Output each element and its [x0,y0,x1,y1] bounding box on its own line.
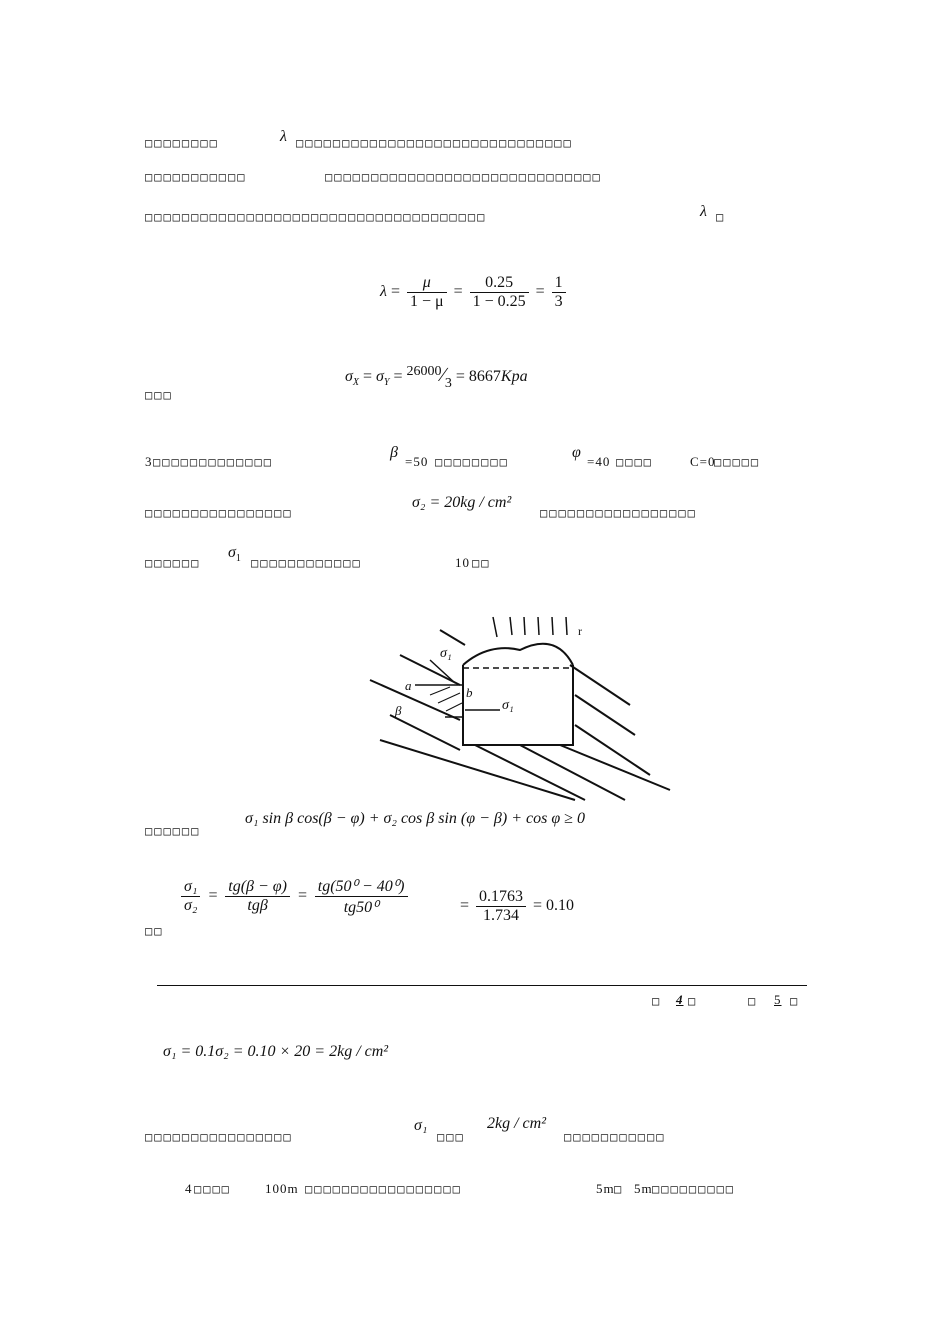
footer-rule [157,985,807,986]
fig-label-b: b [466,685,473,700]
footer-mid-mark-2: □ [748,994,758,1008]
problem-3-text-line3: □□□□□□ [145,556,201,570]
problem-4-height: 5m [634,1181,653,1196]
joint-line-9 [520,745,625,800]
lambda-symbol-2: λ [700,203,707,220]
after-text-a3: □□□□□□□□□□□ [564,1130,666,1144]
load-arrow-6 [566,617,567,635]
problem-3-text-g: □□□□□ [714,455,761,469]
problem-3-text-line2: □□□□□□□□□□□□□□□□ [145,506,293,520]
phi-symbol: φ [572,444,581,461]
joint-line-7 [575,695,635,735]
problem-3-text-e: □□□□ [616,455,653,469]
problem-4-text3: □□□□□□□□□ [652,1182,736,1196]
fig-label-load: r [578,624,582,638]
problem-3-number: 3 [145,454,153,469]
rock-slope-diagram [360,605,680,805]
beta-value: =50 [405,454,429,469]
sigma2-formula: σ₂ = 20kg / cm² [412,494,512,511]
after-value: 2kg / cm² [487,1115,546,1132]
footer-page-number: 4 [676,992,684,1007]
problem-3-text-c: □□□□□□□□ [435,455,509,469]
phi-value: =40 [587,454,611,469]
text-line-1: □□□□□□□□ [145,136,219,150]
fig-label-a: a [405,678,412,693]
rock-block [463,665,573,745]
condition-label: □□□□□□ [145,824,201,838]
points-label: □□ [472,556,491,570]
problem-4-depth: 100m [265,1181,299,1196]
after-sigma1: σ₁ [414,1117,428,1134]
footer-total-pages: 5 [774,992,782,1007]
points-value: 10 [455,555,470,570]
joint-line-10 [475,745,585,800]
footer-left-mark: □ [652,994,662,1008]
problem-3-text-line3b: □□□□□□□□□□□□ [251,556,362,570]
so-label: □□ [145,924,164,938]
sigma1-symbol: $\sigma_1$ [228,544,241,565]
cohesion-value: C=0 [690,454,716,469]
lambda-symbol-1: λ [280,128,287,145]
stability-condition-formula: σ₁ sin β cos(β − φ) + σ₂ cos β sin (φ − β) + cos φ ≥ 0 [245,810,585,827]
problem-4-number: 4 [185,1181,193,1196]
joint-line-3 [370,680,460,720]
ratio-value-formula: = $\frac{0.1763}{1.734}$ = 0.10 [460,888,575,924]
problem-4-width: 5m [596,1181,615,1196]
footer-end-mark: □ [790,994,800,1008]
text-line-3: □□□□□□□□□□□□□□□□□□□□□□□□□□□□□□□□□□□□□ [145,210,487,224]
footer-mid-mark: □ [688,994,698,1008]
joint-line-6 [570,665,630,705]
load-arrow-1 [493,617,497,637]
fig-label-sigma1-top: σ₁ [440,646,452,661]
problem-3-text-line2b: □□□□□□□□□□□□□□□□□ [540,506,697,520]
problem-4-sep: □ [614,1182,624,1196]
load-arrow-5 [552,617,553,635]
text-line-3-end: □ [716,210,726,224]
after-text-a2: □□□ [437,1130,465,1144]
wedge [415,685,463,717]
after-text-a: □□□□□□□□□□□□□□□□ [145,1130,293,1144]
text-line-2: □□□□□□□□□□□ [145,170,247,184]
text-line-4: □□□ [145,388,173,402]
joint-line-4 [390,715,460,750]
joint-line-5 [380,740,575,800]
fig-label-sigma1-right: σ₁ [502,698,514,713]
sigma-xy-formula: $\sigma_X = \sigma_Y$ = 26000∕3 = 8667Kpa [345,364,528,391]
load-arrow-2 [510,617,512,635]
problem-3-text-a: □□□□□□□□□□□□□ [153,455,273,469]
problem-4-text2: □□□□□□□□□□□□□□□□□ [305,1182,462,1196]
joint-line-1 [440,630,465,645]
load-arrow-3 [524,617,525,635]
block-top [463,644,573,665]
sigma1-result-formula: σ₁ = 0.1σ₂ = 0.10 × 20 = 2kg / cm² [163,1043,389,1060]
load-arrow-4 [538,617,539,635]
text-line-2b: □□□□□□□□□□□□□□□□□□□□□□□□□□□□□□ [325,170,602,184]
fig-label-beta: β [395,703,402,718]
lambda-formula: λ = $\frac{\mu}{1 - \mu}$ = $\frac{0.25}{1 - 0.25}$ = $\frac{1}{3}$ [380,274,569,311]
ratio-formula: $\frac{\text{σ₁}}{\text{σ₂}}$ = $\frac{tg(\beta - \varphi)}{\text{tgβ}}$ = $\frac{\text{tg(50⁰ − 40⁰)}}{\text{tg50⁰}}$ [178,876,411,917]
problem-4-text: □□□□ [194,1182,231,1196]
beta-symbol: β [390,444,398,461]
text-line-1b: □□□□□□□□□□□□□□□□□□□□□□□□□□□□□□ [296,136,573,150]
